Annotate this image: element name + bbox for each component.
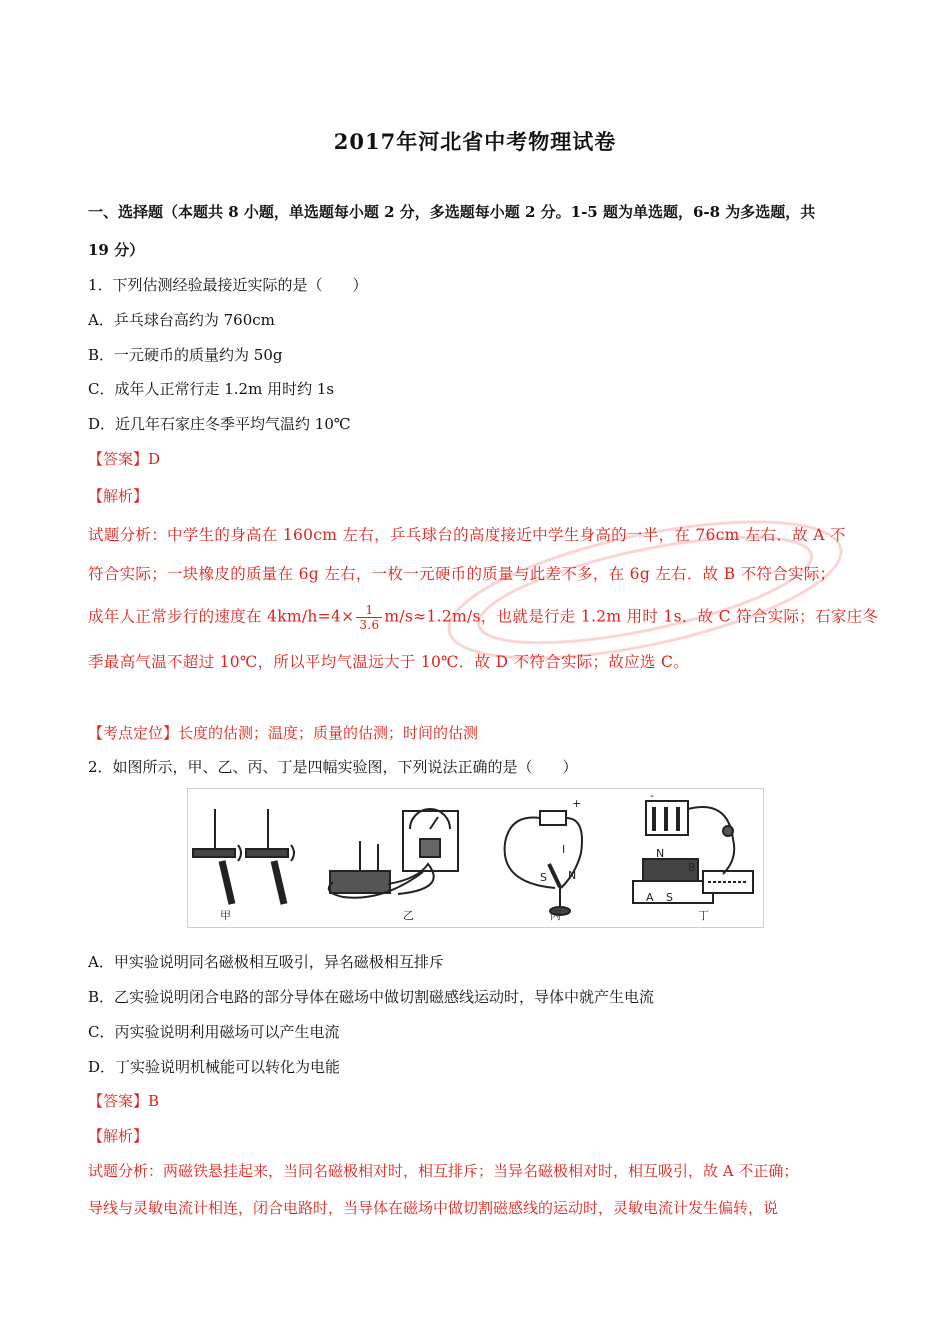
figure-text-a: A (646, 891, 654, 904)
figure-text-s-pole-ding: S (666, 891, 673, 904)
q1-analysis-line3 (88, 603, 878, 632)
figure-text-n-pole-ding: N (656, 847, 665, 860)
answer-value: D (148, 450, 161, 468)
figure-text-current: I (562, 843, 566, 856)
page-title: 2017年河北省中考物理试卷 (333, 129, 617, 154)
figure-label-bing: 丙 (550, 909, 561, 922)
answer-value: B (148, 1092, 160, 1110)
q2-option-b: B．乙实验说明闭合电路的部分导体在磁场中做切割磁感线运动时，导体中就产生电流 (88, 988, 655, 1006)
figure-label-ding: 丁 (698, 909, 709, 922)
q1-analysis-line1: 试题分析：中学生的身高在 160cm 左右，乒乓球台的高度接近中学生身高的一半，在 76cm 左右．故 A 不 (88, 526, 846, 544)
experiment-figure (187, 788, 764, 928)
fraction (356, 603, 382, 632)
q1-analysis-line2: 符合实际；一块橡皮的质量在 6g 左右，一枚一元硬币的质量与此差不多，在 6g 左右．故 B 不符合实际； (88, 565, 836, 583)
q1-option-a: A．乒乓球台高约为 760cm (88, 311, 275, 329)
figure-label-yi: 乙 (403, 909, 414, 922)
q2-analysis-label: 【解析】 (88, 1127, 149, 1145)
q1-analysis-label: 【解析】 (88, 487, 149, 505)
q1-answer (88, 449, 160, 469)
analysis-line3-post: m/s≈1.2m/s，也就是行走 1.2m 用时 1s．故 C 符合实际；石家庄冬 (384, 607, 879, 626)
q2-option-c: C．丙实验说明利用磁场可以产生电流 (88, 1023, 340, 1041)
q1-stem: 1．下列估测经验最接近实际的是（ ） (88, 276, 368, 294)
q2-option-d: D．丁实验说明机械能可以转化为电能 (88, 1058, 341, 1076)
experiment-figure-drawing (188, 789, 763, 927)
figure-text-plus: + (572, 797, 582, 810)
q2-option-a: A．甲实验说明同名磁极相互吸引，异名磁极相互排斥 (88, 953, 444, 971)
q2-stem: 2．如图所示，甲、乙、丙、丁是四幅实验图，下列说法正确的是（ ） (88, 758, 578, 776)
section-heading-line2: 19 分） (88, 241, 145, 259)
figure-text-n-pole: N (568, 869, 577, 882)
answer-label: 【答案】 (88, 450, 149, 468)
figure-text-s-pole: S (540, 871, 547, 884)
q1-option-b: B．一元硬币的质量约为 50g (88, 346, 283, 364)
q2-analysis-line1: 试题分析：两磁铁悬挂起来，当同名磁极相对时，相互排斥；当异名磁极相对时，相互吸引，故 A 不正确； (88, 1162, 799, 1180)
q1-option-c: C．成年人正常行走 1.2m 用时约 1s (88, 380, 335, 398)
answer-label: 【答案】 (88, 1092, 149, 1110)
fraction-numerator: 1 (356, 603, 382, 618)
figure-text-minus: - (650, 789, 654, 802)
figure-text-b: B (688, 861, 696, 874)
kaodian-value: 长度的估测；温度；质量的估测；时间的估测 (178, 724, 479, 742)
q1-option-d: D．近几年石家庄冬季平均气温约 10℃ (88, 415, 351, 433)
q2-answer (88, 1091, 159, 1111)
q1-analysis-line4: 季最高气温不超过 10℃，所以平均气温远大于 10℃．故 D 不符合实际；故应选 C。 (88, 653, 689, 671)
q1-kaodian (88, 723, 478, 743)
fraction-denominator: 3.6 (359, 618, 380, 632)
section-heading-line1: 一、选择题（本题共 8 小题，单选题每小题 2 分，多选题每小题 2 分。1-5 题为单选题，6-8 为多选题，共 (88, 203, 816, 221)
analysis-line3-pre: 成年人正常步行的速度在 4km/h=4× (88, 607, 355, 626)
figure-label-jia: 甲 (220, 909, 231, 922)
kaodian-label: 【考点定位】 (88, 724, 179, 742)
q2-analysis-line2: 导线与灵敏电流计相连，闭合电路时，当导体在磁场中做切割磁感线的运动时，灵敏电流计发生偏转，说 (88, 1199, 779, 1217)
